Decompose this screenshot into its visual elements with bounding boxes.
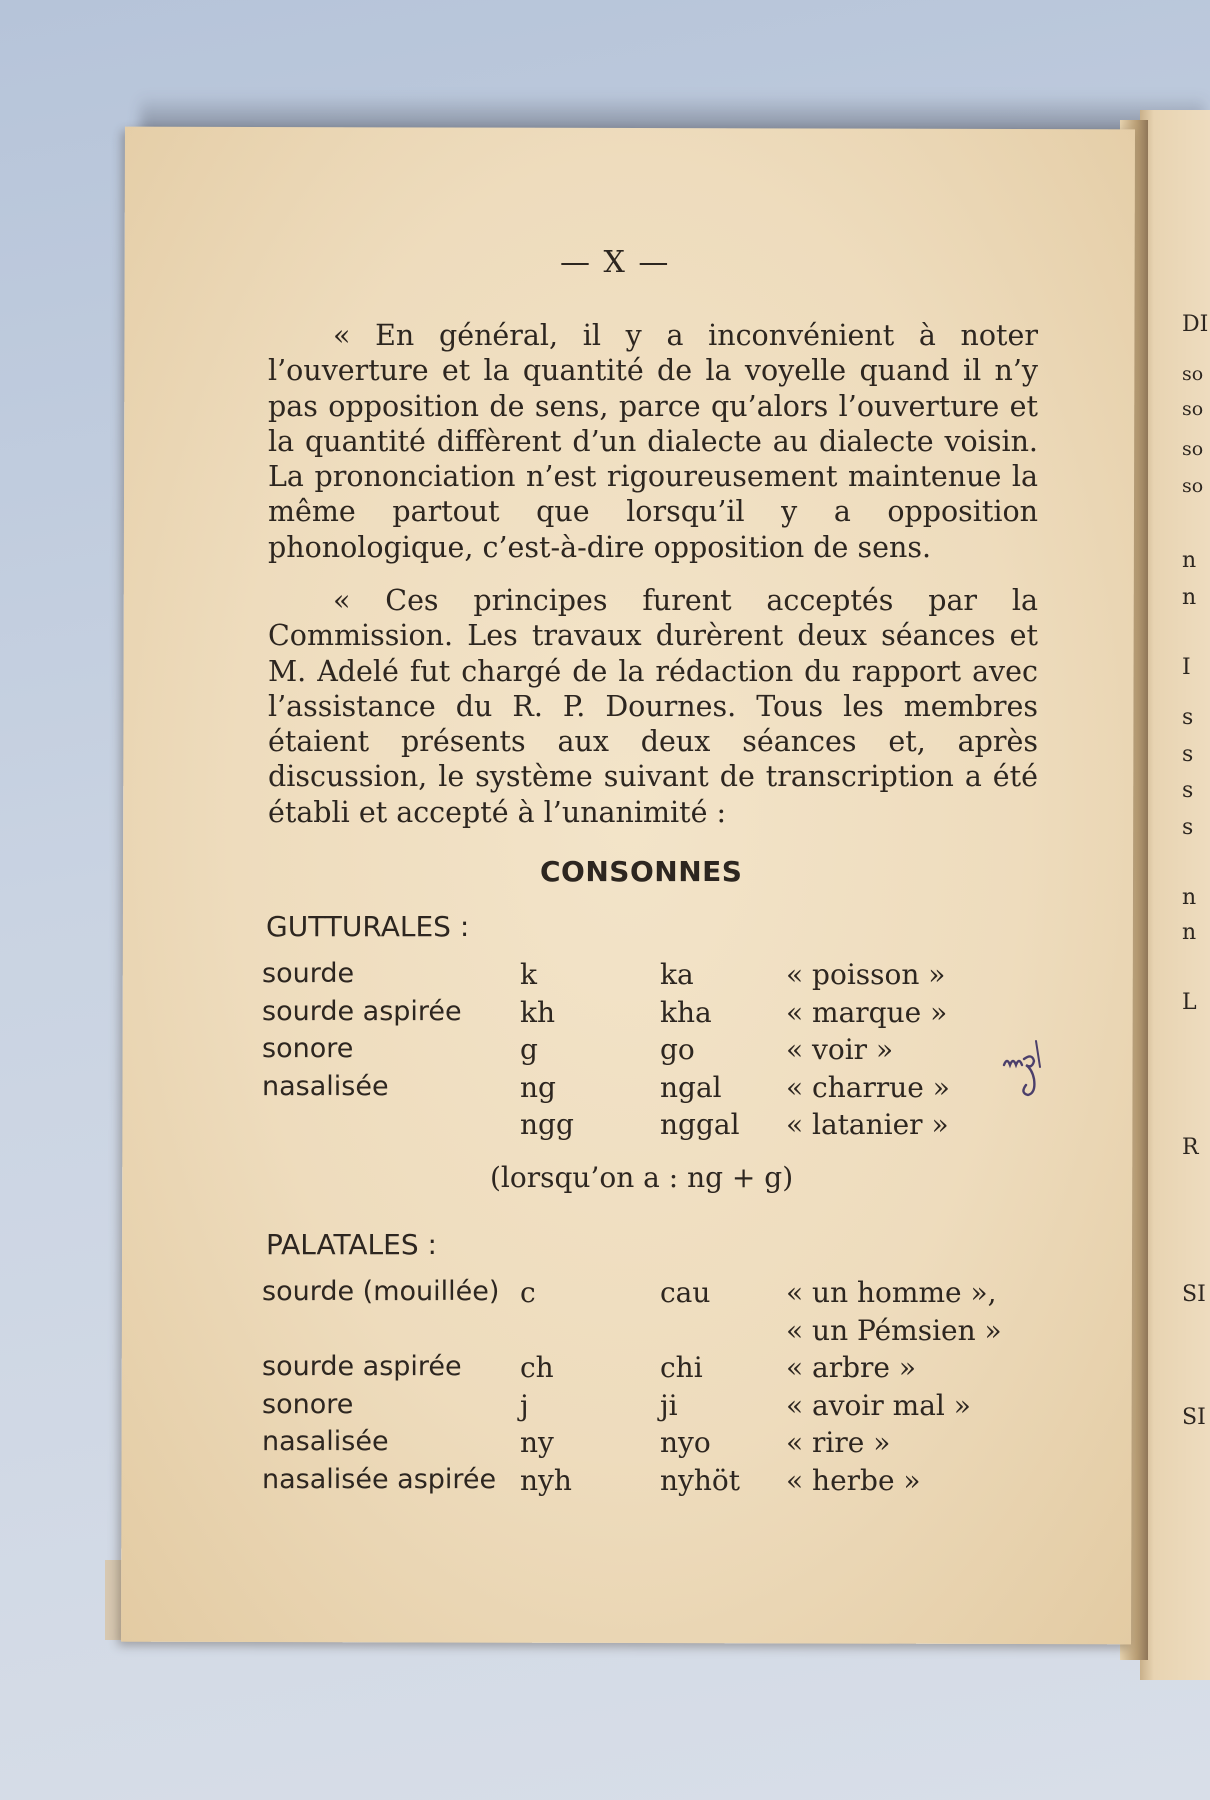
gloss-cell: « latanier » <box>786 1108 949 1141</box>
symbol-cell: j <box>520 1388 529 1422</box>
gloss-cell: « arbre » <box>786 1351 917 1384</box>
symbol-cell: ch <box>520 1351 554 1384</box>
gloss-cell: « voir » <box>786 1033 894 1066</box>
category-cell: nasalisée aspirée <box>262 1463 497 1495</box>
symbol-cell: nyh <box>520 1463 572 1497</box>
facing-page <box>1140 110 1210 1680</box>
category-cell: sonore <box>262 1388 354 1420</box>
symbol-cell: ny <box>520 1426 554 1459</box>
category-cell: sourde aspirée <box>262 1351 462 1382</box>
symbol-cell: g <box>520 1033 538 1066</box>
category-cell: nasalisée <box>262 1070 389 1102</box>
table-row <box>262 1033 1046 1071</box>
example-cell: nyhöt <box>660 1463 740 1497</box>
facing-fragment: SI <box>1182 1282 1206 1307</box>
facing-fragment: n <box>1182 885 1197 910</box>
gloss-cell: « un homme », <box>786 1276 997 1309</box>
category-cell: sonore <box>262 1033 354 1064</box>
facing-fragment: n <box>1182 585 1197 610</box>
facing-fragment: I <box>1182 655 1191 680</box>
example-cell <box>660 1314 786 1352</box>
gloss-cell: « rire » <box>786 1426 891 1459</box>
facing-fragment: s <box>1182 705 1194 730</box>
group-label-palatales: PALATALES : <box>266 1228 437 1261</box>
gloss-cell: « poisson » <box>786 958 946 991</box>
gloss-cell: « marque » <box>786 995 948 1029</box>
category-cell: sourde <box>262 958 355 989</box>
symbol-cell: kh <box>520 995 555 1029</box>
gloss-cell: « un Pémsien » <box>786 1313 1002 1347</box>
facing-fragment: so <box>1182 363 1204 385</box>
facing-fragment: n <box>1182 920 1197 945</box>
palatales-table <box>262 1276 1046 1501</box>
symbol-cell: ngg <box>520 1108 574 1141</box>
example-cell: cau <box>660 1276 711 1309</box>
category-cell: sourde (mouillée) <box>262 1276 500 1307</box>
table-row <box>262 1389 1046 1427</box>
example-cell: ngal <box>660 1070 722 1104</box>
facing-fragment: n <box>1182 548 1197 573</box>
category-cell: nasalisée <box>262 1426 389 1457</box>
gutturales-table <box>262 958 1046 1146</box>
facing-fragment: DI <box>1182 312 1209 337</box>
category-cell: sourde aspirée <box>262 995 462 1027</box>
handwritten-annotation <box>1000 1035 1060 1105</box>
example-cell: ka <box>660 958 694 991</box>
example-cell: ji <box>660 1388 678 1422</box>
example-cell: nggal <box>660 1108 740 1141</box>
facing-fragment: s <box>1182 778 1194 803</box>
paragraph-2: « Ces principes furent acceptés par la Commission. Les travaux durèrent deux séances et M. Adelé fut chargé de la rédaction du rapport avec l’assistance du R. P. Dournes. Tous les membres étaient présents aux deux séances et, après discussion, le système suivant de transcription a été établi et accepté à l’unanimité : <box>268 584 1038 829</box>
facing-fragment: so <box>1182 475 1204 497</box>
facing-fragment: R <box>1182 1135 1199 1160</box>
symbol-cell: c <box>520 1276 536 1309</box>
symbol-cell: k <box>520 958 537 991</box>
gloss-cell: « avoir mal » <box>786 1388 971 1422</box>
facing-fragment: SI <box>1182 1405 1206 1430</box>
category-cell <box>262 1108 520 1146</box>
table-row <box>262 1351 1046 1389</box>
table-row <box>262 1108 1046 1146</box>
running-head: — X — <box>560 245 671 280</box>
facing-fragment: L <box>1182 990 1197 1015</box>
section-heading: CONSONNES <box>540 855 743 888</box>
table-row <box>262 996 1046 1034</box>
category-cell <box>262 1314 520 1352</box>
table-row <box>262 1464 1046 1502</box>
symbol-cell <box>520 1314 660 1352</box>
gloss-cell: « herbe » <box>786 1463 921 1497</box>
table-row <box>262 958 1046 996</box>
facing-fragment: so <box>1182 398 1204 420</box>
example-cell: go <box>660 1033 695 1066</box>
facing-fragment: so <box>1182 438 1204 460</box>
symbol-cell: ng <box>520 1070 556 1104</box>
table-row <box>262 1314 1046 1352</box>
paragraph-1: « En général, il y a inconvénient à noter l’ouverture et la quantité de la voyelle quand il n’y pas opposition de sens, parce qu’alors l’ouverture et la quantité diffèrent d’un dialecte au dialecte voisin. La prononciation n’est rigoureusement maintenue la même partout que lorsqu’il y a opposition phonologique, c’est-à-dire opposition de sens. <box>268 319 1038 564</box>
group-label-gutturales: GUTTURALES : <box>266 910 470 943</box>
facing-fragment: s <box>1182 815 1194 840</box>
facing-fragment: s <box>1182 742 1194 767</box>
example-cell: nyo <box>660 1426 711 1459</box>
gutturales-note: (lorsqu’on a : ng + g) <box>490 1161 794 1194</box>
table-row <box>262 1426 1046 1464</box>
table-row <box>262 1276 1046 1314</box>
example-cell: chi <box>660 1351 703 1384</box>
gloss-cell: « charrue » <box>786 1070 950 1104</box>
example-cell: kha <box>660 995 712 1029</box>
table-row <box>262 1071 1046 1109</box>
